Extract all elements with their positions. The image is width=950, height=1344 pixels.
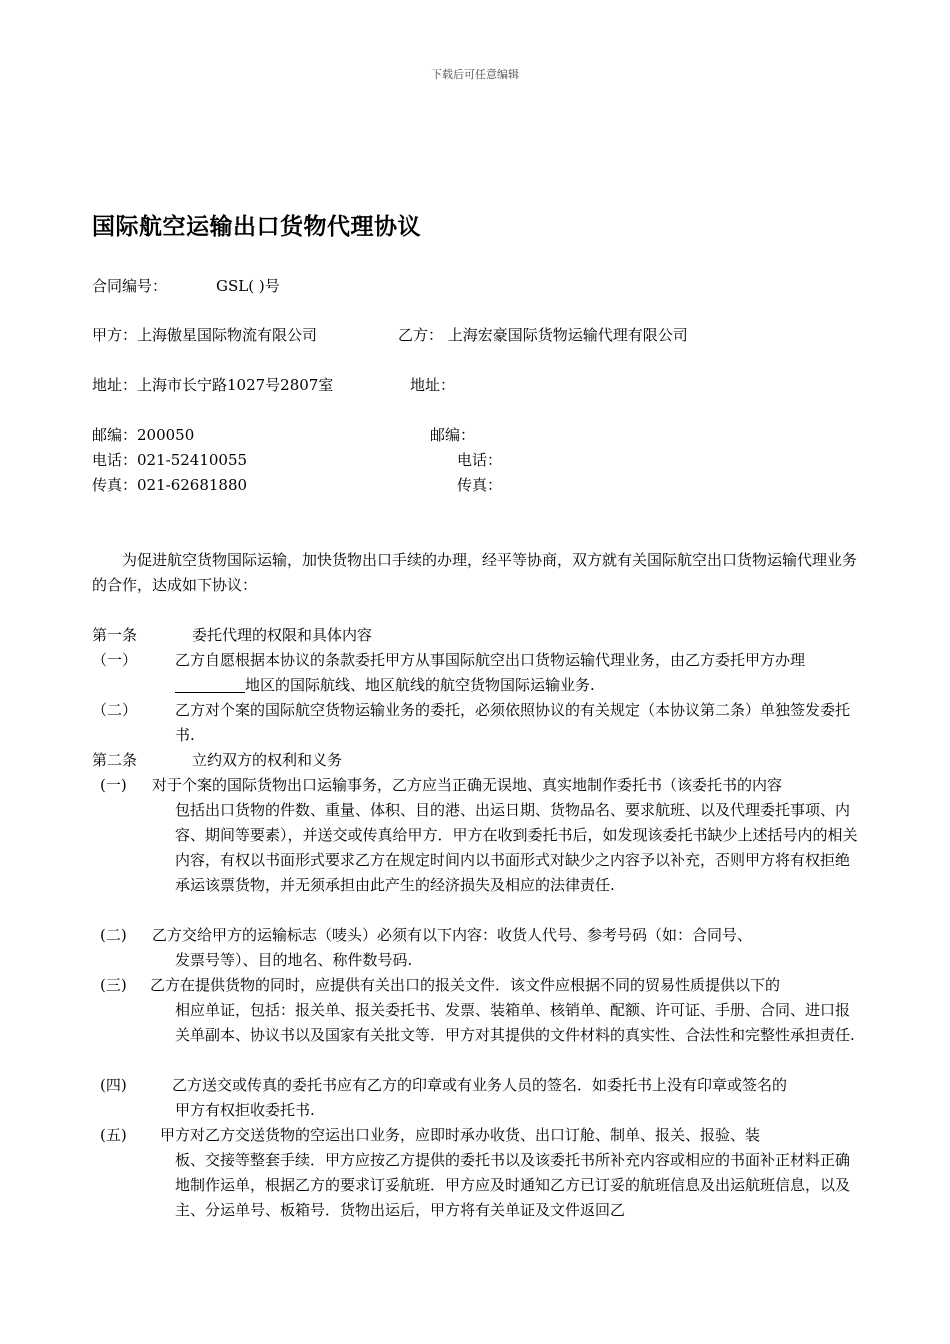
- article2-item5-rest: 板、交接等整套手续．甲方应按乙方提供的委托书以及该委托书所补充内容或相应的书面补正材料正确地制作运单，根据乙方的要求订妥航班．甲方应及时通知乙方已订妥的航班信息及出运航班信息，以及主、分运单号、板箱号．货物出运后，甲方将有关单证及文件返回乙: [175, 1151, 851, 1219]
- article2-item1-num: (一): [100, 776, 127, 794]
- article1-label: 第一条: [92, 626, 138, 644]
- party-a-address: 地址：上海市长宁路1027号2807室: [92, 376, 334, 394]
- blank-underline: [175, 674, 245, 693]
- header-note: 下载后可任意编辑: [431, 68, 519, 81]
- article2-heading: 立约双方的权利和义务: [192, 751, 343, 769]
- article1-item1-text-before: 乙方自愿根据本协议的条款委托甲方从事国际航空出口货物运输代理业务，由乙方委托甲方办理: [175, 651, 806, 669]
- party-b-postcode: 邮编：: [430, 426, 476, 444]
- article2-item5-num: (五): [100, 1126, 127, 1144]
- article2-item4-first: 乙方送交或传真的委托书应有乙方的印章或有业务人员的签名．如委托书上没有印章或签名的: [172, 1076, 788, 1094]
- article1-heading: 委托代理的权限和具体内容: [192, 626, 373, 644]
- party-b-name: 乙方： 上海宏豪国际货物运输代理有限公司: [398, 326, 688, 344]
- article1-item2-num: （二）: [92, 701, 138, 719]
- article2-item3-rest: 相应单证，包括：报关单、报关委托书、发票、装箱单、核销单、配额、许可证、手册、合同、进口报关单副本、协议书以及国家有关批文等．甲方对其提供的文件材料的真实性、合法性和完整性承担责任.: [175, 1001, 855, 1044]
- article2-item2-num: (二): [100, 926, 127, 944]
- party-a-fax: 传真：021-62681880: [92, 476, 248, 494]
- party-a-name: 甲方：上海傲星国际物流有限公司: [92, 326, 318, 344]
- article1-item1-text: [175, 648, 860, 698]
- article1-item1-text-after: 地区的国际航线、地区航线的航空货物国际运输业务.: [245, 676, 595, 694]
- preamble: 为促进航空货物国际运输，加快货物出口手续的办理，经平等协商，双方就有关国际航空出口货物运输代理业务的合作，达成如下协议：: [92, 551, 858, 594]
- article2-item3-first: 乙方在提供货物的同时，应提供有关出口的报关文件．该文件应根据不同的贸易性质提供以下的: [150, 976, 781, 994]
- article2-label: 第二条: [92, 751, 138, 769]
- article2-item4-rest: 甲方有权拒收委托书.: [175, 1101, 315, 1119]
- party-b-fax: 传真：: [457, 476, 503, 494]
- party-a-postcode: 邮编：200050: [92, 426, 195, 444]
- article2-item2-rest: 发票号等）、目的地名、称件数号码.: [175, 951, 413, 969]
- party-b-phone: 电话：: [457, 451, 503, 469]
- article1-item2-text: 乙方对个案的国际航空货物运输业务的委托，必须依照协议的有关规定（本协议第二条）单独签发委托书.: [175, 701, 851, 744]
- party-a-phone: 电话：021-52410055: [92, 451, 248, 469]
- article2-item2-first: 乙方交给甲方的运输标志（唛头）必须有以下内容：收货人代号、参考号码（如：合同号、: [152, 926, 753, 944]
- party-b-address: 地址：: [410, 376, 456, 394]
- article2-item1-first: 对于个案的国际货物出口运输事务，乙方应当正确无误地、真实地制作委托书（该委托书的内容: [152, 776, 783, 794]
- article1-item1-num: （一）: [92, 651, 138, 669]
- contract-no-value: GSL( )号: [216, 277, 280, 295]
- article2-item3-num: (三): [100, 976, 127, 994]
- contract-no-label: 合同编号：: [92, 277, 168, 295]
- document-title: 国际航空运输出口货物代理协议: [92, 214, 421, 240]
- article2-item4-num: (四): [100, 1076, 127, 1094]
- article2-item1-rest: 包括出口货物的件数、重量、体积、目的港、出运日期、货物品名、要求航班、以及代理委托事项、内容、期间等要素），并送交或传真给甲方．甲方在收到委托书后，如发现该委托书缺少上述括号内的相关内容，有权以书面形式要求乙方在规定时间内以书面形式对缺少之内容予以补充，否则甲方将有权拒绝承运该票货物，并无须承担由此产生的经济损失及相应的法律责任.: [175, 801, 858, 894]
- article2-item5-first: 甲方对乙方交送货物的空运出口业务，应即时承办收货、出口订舱、制单、报关、报验、装: [160, 1126, 761, 1144]
